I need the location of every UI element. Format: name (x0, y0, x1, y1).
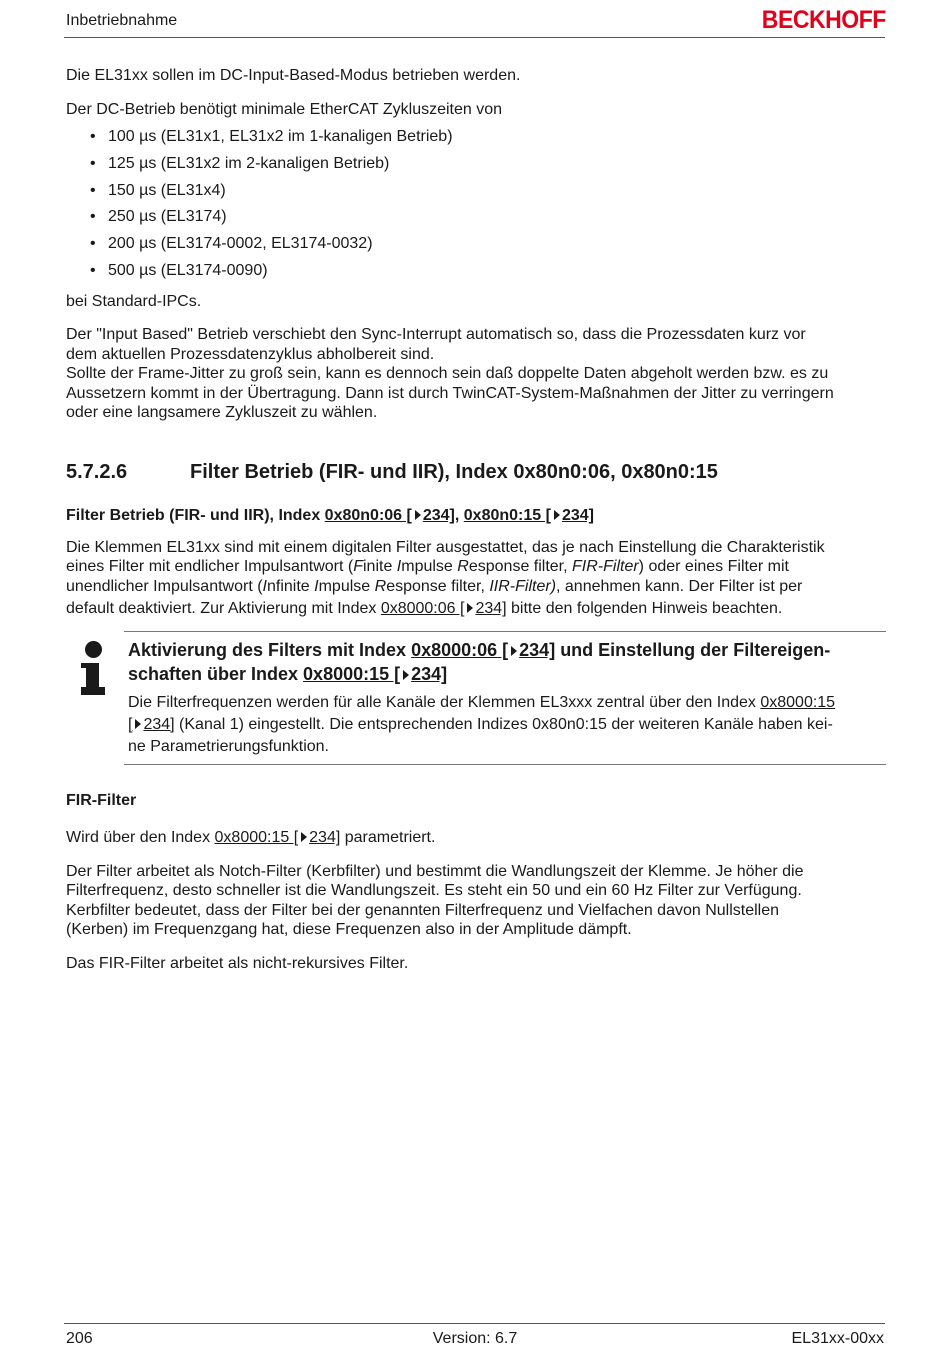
index-link-0x8000-06[interactable]: 0x8000:06 [ 234] (411, 639, 556, 660)
page-content (66, 66, 886, 973)
list-item: • 125 µs (EL31x2 im 2-kanaligen Betrieb) (90, 154, 390, 172)
note-text: Die Filterfrequenzen werden für alle Kanäle der Klemmen EL3xxx zentral über den Index 0x8000:15 [ 234] (Kanal 1) eingestellt. Die entsprechenden Indizes 0x80n0:15 der weiteren Kanäle haben kei- ne Parametrierungsfunktion. (128, 693, 836, 755)
index-link-0x8000-15-page[interactable]: [ 234] (128, 715, 175, 733)
note-bottom-divider (124, 764, 886, 765)
index-link-0x8000-06[interactable]: 0x8000:06 [ 234] (380, 600, 507, 618)
arrow-right-icon (403, 670, 409, 680)
index-link-0x8000-15[interactable]: 0x8000:15 [ 234] (303, 663, 448, 684)
arrow-right-icon (554, 510, 560, 520)
list-item: • 500 µs (EL3174-0090) (90, 261, 268, 279)
arrow-right-icon (135, 719, 141, 729)
fir-paragraph-2: Der Filter arbeitet als Notch-Filter (Kerbfilter) und bestimmt die Wandlungszeit der Klemme. Je höher die Filterfrequenz, desto schneller ist die Wandlungszeit. Es steht ein 50 und ein 60 Hz Filter zur Verfügung. Kerbfilter bedeutet, dass der Filter bei der genannten Filterfrequenz und Vielfachen davon Nullstellen (Kerben) im Frequenzgang hat, diese Frequenzen also in der Amplitude dämpft. (66, 862, 804, 939)
bullet-icon: • (90, 261, 96, 279)
list-item: • 150 µs (EL31x4) (90, 181, 226, 199)
list-item: • 250 µs (EL3174) (90, 208, 227, 226)
index-link-0x80n0-06[interactable]: 0x80n0:06 [ 234] (324, 507, 455, 525)
bullet-icon: • (90, 208, 96, 226)
bullet-icon: • (90, 235, 96, 253)
info-icon (81, 641, 107, 699)
note-title: Aktivierung des Filters mit Index 0x8000:06 [ 234] und Einstellung der Filtereigen- schaften über Index 0x8000:15 [ 234] (128, 639, 831, 684)
index-link-0x80n0-15[interactable]: 0x80n0:15 [ 234] (463, 507, 594, 525)
index-link-0x8000-15[interactable]: 0x8000:15 [ 234] (214, 829, 341, 847)
fir-paragraph-1: Wird über den Index 0x8000:15 [ 234] parametriert. (66, 829, 436, 847)
page-number: 206 (66, 1330, 93, 1347)
header-section-title: Inbetriebnahme (66, 12, 178, 29)
index-link-0x8000-15[interactable]: 0x8000:15 (760, 693, 836, 711)
arrow-right-icon (415, 510, 421, 520)
intro-paragraph-3: bei Standard-IPCs. (66, 292, 202, 310)
filter-description-paragraph: Die Klemmen EL31xx sind mit einem digitalen Filter ausgestattet, das je nach Einstellung die Charakteristik eines Filter mit endlicher Impulsantwort (Finite Impulse Response filter, FIR-Filter) oder eines Filter mit unendlicher Impulsantwort (Infinite Impulse Response filter, IIR-Filter), annehmen kann. Der Filter ist per default deaktiviert. Zur Aktivierung mit Index 0x8000:06 [ 234] bitte den folgenden Hinweis beachten. (66, 538, 825, 618)
beckhoff-logo: BECKHOFF (761, 6, 886, 34)
fir-paragraph-3: Das FIR-Filter arbeitet als nicht-rekursives Filter. (66, 954, 409, 972)
product-name: EL31xx-00xx (791, 1330, 884, 1347)
bullet-icon: • (90, 181, 96, 199)
bullet-icon: • (90, 154, 96, 172)
fir-filter-heading: FIR-Filter (66, 791, 137, 809)
section-number: 5.7.2.6 (66, 460, 128, 483)
note-box (66, 631, 886, 765)
arrow-right-icon (467, 603, 473, 613)
note-body (128, 632, 886, 764)
intro-paragraph-1: Die EL31xx sollen im DC-Input-Based-Modus betrieben werden. (66, 67, 521, 84)
intro-paragraph-2: Der DC-Betrieb benötigt minimale EtherCAT Zykluszeiten von (66, 100, 503, 118)
header-divider (64, 37, 885, 38)
document-version: Version: 6.7 (432, 1330, 518, 1347)
list-item: • 200 µs (EL3174-0002, EL3174-0032) (90, 235, 373, 253)
cycle-time-list (66, 127, 886, 288)
list-item: • 100 µs (EL31x1, EL31x2 im 1-kanaligen Betrieb) (90, 128, 453, 145)
footer-divider (64, 1323, 885, 1324)
intro-paragraph-4: Der "Input Based" Betrieb verschiebt den Sync-Interrupt automatisch so, dass die Prozessdaten kurz vor dem aktuellen Prozessdatenzyklus abholbereit sind. Sollte der Frame-Jitter zu groß sein, kann es dennoch sein daß doppelte Daten abgeholt werden bzw. es zu Aussetzern kommt in der Übertragung. Dann ist durch TwinCAT-System-Maßnahmen der Jitter zu verringern oder eine langsamere Zykluszeit zu wählen. (66, 326, 834, 422)
bullet-icon: • (90, 128, 96, 145)
subsection-heading: Filter Betrieb (FIR- und IIR), Index 0x80n0:06 [ 234], 0x80n0:15 [ 234] (66, 507, 594, 525)
section-title: Filter Betrieb (FIR- und IIR), Index 0x80n0:06, 0x80n0:15 (190, 460, 718, 483)
arrow-right-icon (511, 646, 517, 656)
section-heading (66, 460, 886, 483)
arrow-right-icon (301, 832, 307, 842)
